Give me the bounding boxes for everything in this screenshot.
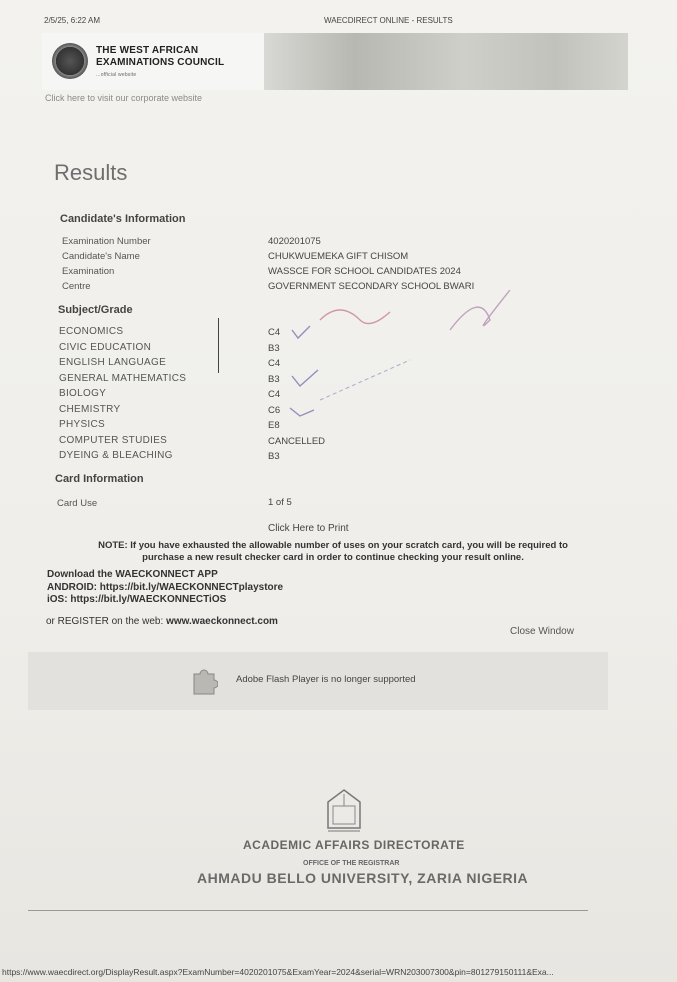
candidate-field-label: Examination — [62, 266, 115, 277]
card-use-label: Card Use — [57, 498, 98, 509]
card-use-value: 1 of 5 — [268, 497, 292, 508]
candidate-info-heading: Candidate's Information — [60, 213, 186, 225]
candidate-field-label: Candidate's Name — [62, 251, 140, 262]
subject-name: CIVIC EDUCATION — [59, 341, 152, 353]
footer-url: https://www.waecdirect.org/DisplayResult.aspx?ExamNumber=4020201075&ExamYear=2024&serial=WRN203007300&pin=801279150111&Exa... — [2, 967, 554, 977]
register-url-link[interactable]: www.waeckonnect.com — [166, 616, 278, 627]
ios-link[interactable]: iOS: https://bit.ly/WAECKONNECTiOS — [47, 594, 227, 605]
note-line1: If you have exhausted the allowable number of uses on your scratch card, you will be required to — [130, 540, 568, 551]
handwritten-ticks — [280, 290, 580, 430]
print-datetime: 2/5/25, 6:22 AM — [44, 16, 101, 25]
org-name — [96, 45, 224, 81]
candidate-field-label: Examination Number — [62, 236, 151, 247]
print-page-title: WAECDIRECT ONLINE - RESULTS — [324, 16, 453, 25]
stamp-directorate: ACADEMIC AFFAIRS DIRECTORATE — [243, 838, 465, 852]
candidate-field-value: CHUKWUEMEKA GIFT CHISOM — [268, 251, 409, 262]
subject-grade: C4 — [268, 327, 281, 338]
subject-name: COMPUTER STUDIES — [59, 434, 168, 446]
waec-banner — [42, 33, 628, 90]
close-window-link[interactable]: Close Window — [510, 626, 574, 637]
android-link[interactable]: ANDROID: https://bit.ly/WAECKONNECTplaystore — [47, 582, 284, 593]
register-prefix: or REGISTER on the web: — [46, 616, 164, 627]
subject-name: CHEMISTRY — [59, 403, 121, 415]
candidate-field-label: Centre — [62, 281, 91, 292]
stamp-office: OFFICE OF THE REGISTRAR — [303, 860, 400, 867]
waec-seal-icon — [52, 43, 88, 79]
corporate-website-link[interactable]: Click here to visit our corporate website — [45, 93, 203, 103]
org-line1: THE WEST AFRICAN — [96, 45, 199, 56]
subject-grade: CANCELLED — [268, 435, 326, 447]
subject-grade: C4 — [268, 389, 281, 400]
subject-grade: C4 — [268, 358, 281, 369]
note-prefix: NOTE: — [98, 540, 128, 551]
subject-name: DYEING & BLEACHING — [59, 450, 173, 461]
flash-unsupported-message: Adobe Flash Player is no longer supported — [236, 674, 416, 685]
print-link[interactable]: Click Here to Print — [268, 523, 349, 534]
org-tagline: ...official website — [96, 72, 137, 78]
subject-name: BIOLOGY — [59, 388, 107, 399]
subject-name: ECONOMICS — [59, 326, 124, 337]
divider — [28, 910, 588, 911]
divider — [218, 318, 219, 373]
scratch-card-note — [68, 540, 598, 564]
org-line2: EXAMINATIONS COUNCIL — [96, 57, 225, 68]
card-info-heading: Card Information — [55, 473, 144, 485]
banner-photo — [264, 33, 628, 90]
candidate-field-value: WASSCE FOR SCHOOL CANDIDATES 2024 — [268, 266, 461, 277]
subject-name: GENERAL MATHEMATICS — [59, 372, 187, 384]
stamp-university: AHMADU BELLO UNIVERSITY, ZARIA NIGERIA — [197, 870, 529, 886]
subject-grade-heading: Subject/Grade — [58, 304, 133, 316]
register-line — [46, 616, 278, 627]
subject-grade: B3 — [268, 451, 280, 462]
page-title: Results — [54, 160, 128, 185]
missing-plugin-icon — [190, 666, 218, 696]
subject-name: PHYSICS — [59, 419, 106, 430]
subject-name: ENGLISH LANGUAGE — [59, 357, 167, 368]
candidate-field-value: 4020201075 — [268, 236, 321, 247]
subject-grade: C6 — [268, 404, 281, 416]
note-line2: purchase a new result checker card in order to continue checking your result online. — [142, 552, 524, 563]
abu-crest-icon — [324, 788, 364, 834]
subject-grade: B3 — [268, 373, 280, 385]
download-title: Download the WAECKONNECT APP — [47, 569, 218, 580]
subject-grade: B3 — [268, 342, 280, 354]
subject-grade: E8 — [268, 420, 280, 431]
candidate-field-value: GOVERNMENT SECONDARY SCHOOL BWARI — [268, 281, 475, 292]
